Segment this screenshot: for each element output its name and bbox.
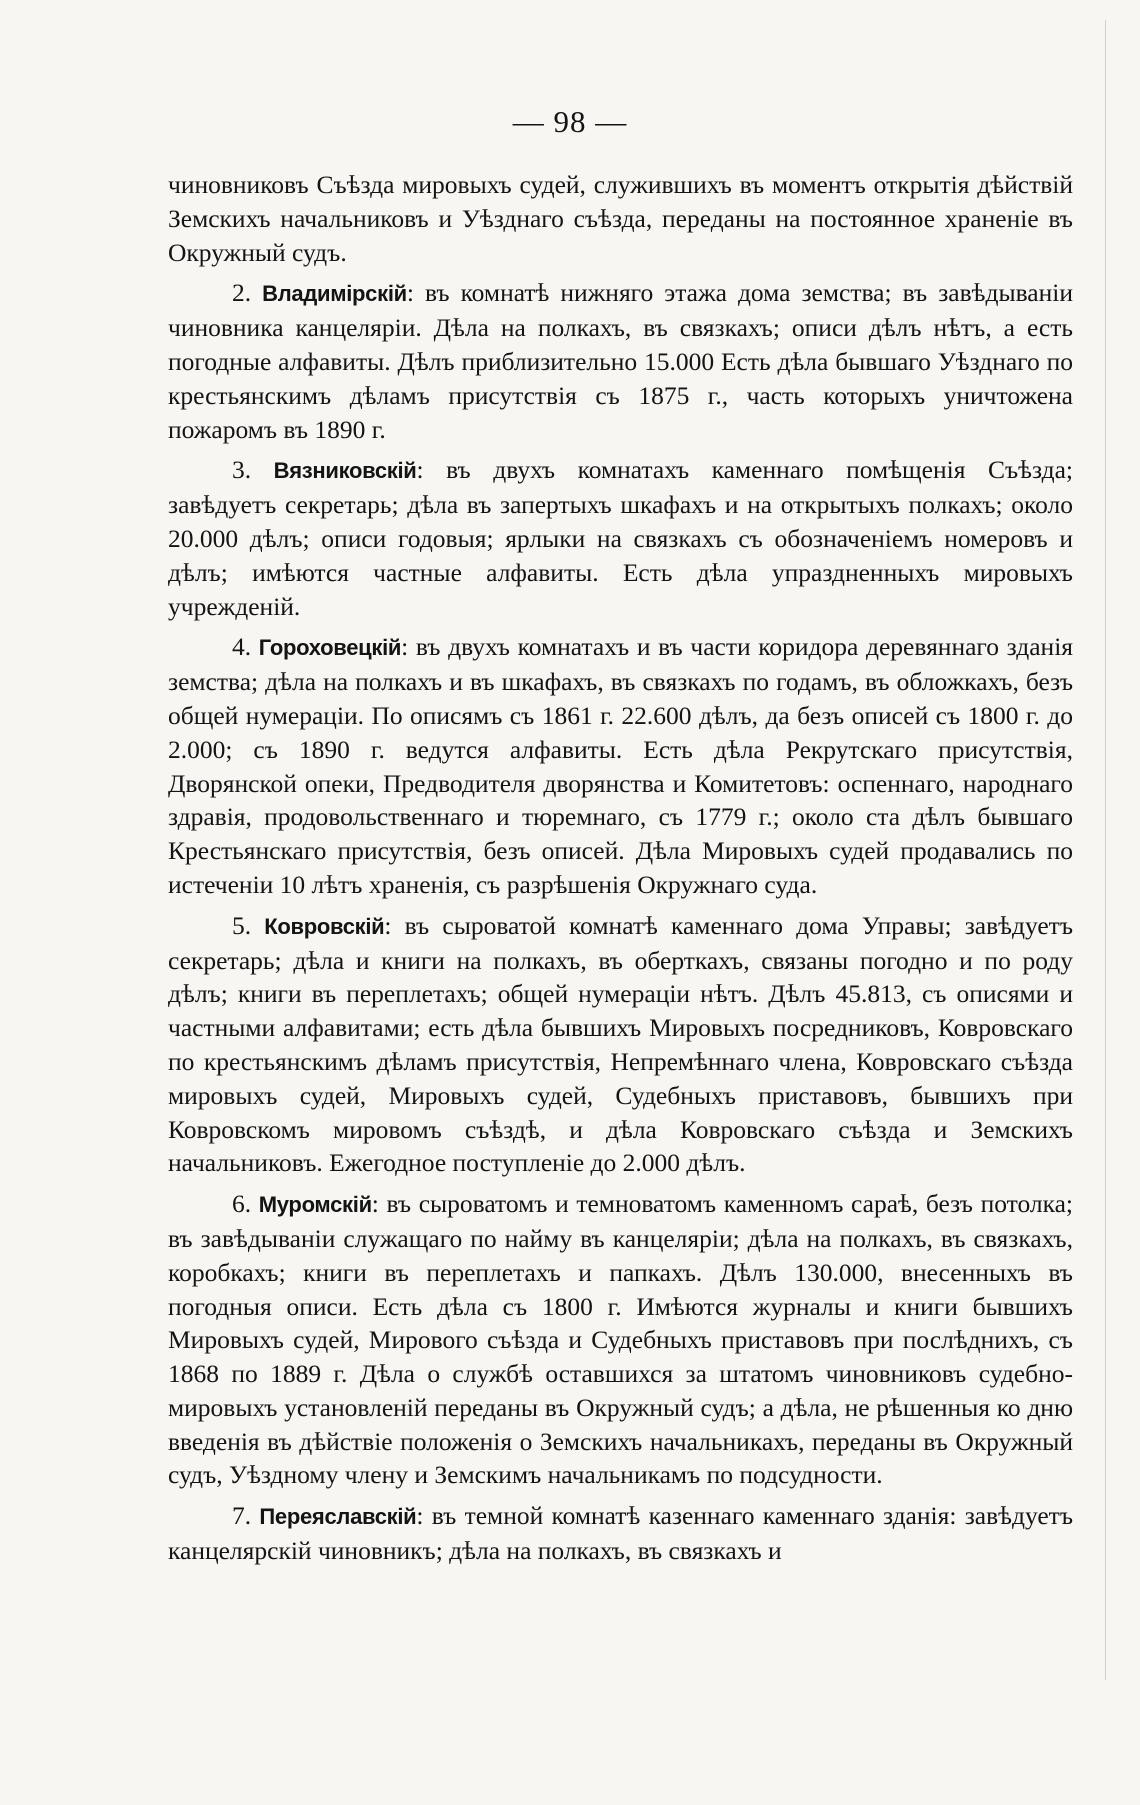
paragraph-number: 6.: [232, 1189, 252, 1219]
paragraph-kovrovsky: [168, 909, 1073, 1180]
paragraph-vladimirsky: [168, 276, 1073, 446]
paragraph-text: : въ двухъ комнатахъ каменнаго помѣщенія Съѣзда; завѣдуетъ секретарь; дѣла въ запертыхъ шкафахъ и на открытыхъ полкахъ; около 20.000 дѣлъ; описи годовыя; ярлыки на связкахъ съ обозначеніемъ номеровъ и дѣлъ; имѣются частные алфавиты. Есть дѣла упраздненныхъ мировыхъ учрежденій.: [168, 455, 1073, 621]
paragraph-text: : въ сыроватой комнатѣ каменнаго дома Управы; завѣдуетъ секретарь; дѣла и книги на полкахъ, въ оберткахъ, связаны погодно и по роду дѣлъ; книги въ переплетахъ; общей нумераціи нѣтъ. Дѣлъ 45.813, съ описями и частными алфавитами; есть дѣла бывшихъ Мировыхъ посредниковъ, Ковровскаго по крестьянскимъ дѣламъ присутствія, Непремѣннаго члена, Ковровскаго съѣзда мировыхъ судей, Мировыхъ судей, Судебныхъ приставовъ, бывшихъ при Ковровскомъ мировомъ съѣздѣ, и дѣла Ковровскаго съѣзда и Земскихъ начальниковъ. Ежегодное поступленіе до 2.000 дѣлъ.: [168, 910, 1074, 1178]
paragraph-text: : въ темной комнатѣ казеннаго каменнаго зданія: завѣдуетъ канцелярскій чиновникъ; дѣла на полкахъ, въ связкахъ и: [168, 1501, 1074, 1566]
paragraph-vyaznikovsky: [168, 453, 1073, 623]
district-name-vyaznikovsky: Вязниковскій: [273, 458, 417, 484]
paragraph-text: : въ комнатѣ нижняго этажа дома земства; въ завѣдываніи чиновника канцеляріи. Дѣла на полкахъ, въ связкахъ; описи дѣлъ нѣтъ, а есть погодные алфавиты. Дѣлъ приблизительно 15.000 Есть дѣла бывшаго Уѣзднаго по крестьянскимъ дѣламъ присутствія съ 1875 г., часть которыхъ уничтожена пожаромъ въ 1890 г.: [168, 278, 1073, 444]
paragraph-gorokhovetsky: [168, 630, 1073, 901]
district-name-pereyaslavsky: Переяславскій: [259, 1504, 417, 1530]
paragraph-text: : въ двухъ комнатахъ и въ части коридора деревяннаго зданія земства; дѣла на полкахъ и въ шкафахъ, въ связкахъ по годамъ, въ обложкахъ, безъ общей нумераціи. По описямъ съ 1861 г. 22.600 дѣлъ, да безъ описей съ 1800 г. до 2.000; съ 1890 г. ведутся алфавиты. Есть дѣла Рекрутскаго присутствія, Дворянской опеки, Предводителя дворянства и Комитетовъ: оспеннаго, народнаго здравія, продовольственнаго и тюремнаго, съ 1779 г.; около ста дѣлъ бывшаго Крестьянскаго присутствія, безъ описей. Дѣла Мировыхъ судей продавались по истеченіи 10 лѣтъ храненія, съ разрѣшенія Окружнаго суда.: [168, 632, 1074, 899]
district-name-gorokhovetsky: Гороховецкій: [258, 635, 402, 661]
page-edge-line: [1105, 20, 1106, 1680]
paragraph-text: : въ сыроватомъ и темноватомъ каменномъ сараѣ, безъ потолка; въ завѣдываніи служащаго по найму въ канцеляріи; дѣла на полкахъ, въ связкахъ, коробкахъ; книги въ переплетахъ и папкахъ. Дѣлъ 130.000, внесенныхъ въ погодныя описи. Есть дѣла съ 1800 г. Имѣются журналы и книги бывшихъ Мировыхъ судей, Мирового съѣзда и Судебныхъ приставовъ при послѣднихъ, съ 1868 по 1889 г. Дѣла о службѣ оставшихся за штатомъ чиновниковъ судебно-мировыхъ установленій переданы въ Окружный судъ; а дѣла, не рѣшенныя ко дню введенія въ дѣйствіе положенія о Земскихъ начальникахъ, переданы въ Окружный судъ, Уѣздному члену и Земскимъ начальникамъ по подсудности.: [168, 1189, 1074, 1490]
paragraph-muromsky: [168, 1187, 1073, 1492]
paragraph-number: 2.: [232, 278, 252, 308]
page-number: — 98 —: [512, 104, 628, 139]
paragraph-intro: чиновниковъ Съѣзда мировыхъ судей, служившихъ въ моментъ открытія дѣйствій Земскихъ начальниковъ и Уѣзднаго съѣзда, переданы на постоянное храненіе въ Окружный судъ.: [168, 170, 1073, 267]
paragraph-number: 4.: [232, 632, 252, 662]
paragraph-pereyaslavsky: [168, 1499, 1073, 1568]
paragraph-number: 7.: [232, 1501, 252, 1531]
document-body: [168, 168, 1073, 1568]
paragraph-number: 5.: [232, 910, 252, 940]
district-name-muromsky: Муромскій: [258, 1192, 372, 1218]
paragraph-number: 3.: [232, 455, 252, 485]
district-name-vladimirsky: Владимірскій: [262, 281, 407, 307]
district-name-kovrovsky: Ковровскій: [264, 913, 385, 939]
